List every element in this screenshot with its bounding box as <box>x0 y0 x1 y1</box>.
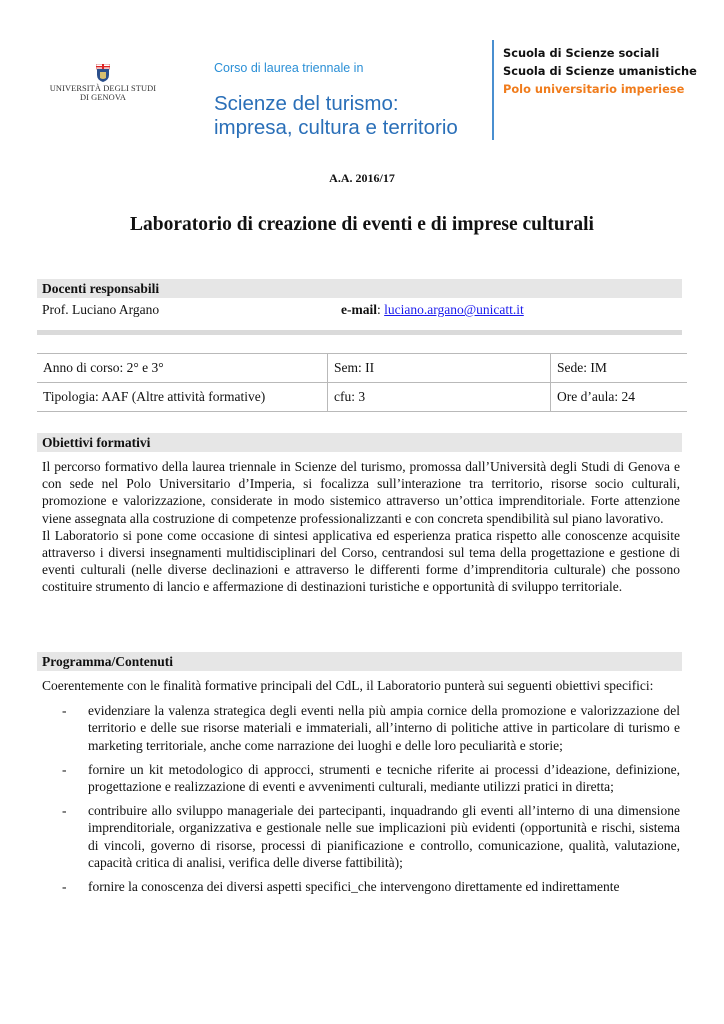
obiettivi-text <box>42 458 680 596</box>
list-item <box>42 702 680 754</box>
teacher-email: e-mail: luciano.argano@unicatt.it <box>341 302 524 317</box>
section-heading-docenti: Docenti responsabili <box>37 279 682 298</box>
academic-year: A.A. 2016/17 <box>329 171 395 185</box>
programma-text <box>42 677 680 902</box>
cell-tipologia: Tipologia: AAF (Altre attività formative) <box>37 383 328 412</box>
school-name: Scuola di Scienze umanistiche <box>503 64 697 78</box>
list-item-text: fornire la conoscenza dei diversi aspetti specifici_che intervengono direttamente ed indirettamente <box>88 879 620 895</box>
paragraph: Coerentemente con le finalità formative principali del CdL, il Laboratorio punterà sui seguenti obiettivi specifici: <box>42 678 654 693</box>
list-item <box>42 761 680 795</box>
paragraph: Il Laboratorio si pone come occasione di sintesi applicativa ed esperienza pratica rispetto alle conoscenze acquisite attraverso i diversi insegnamenti multidisciplinari del Corso, centrandosi sul tema della progettazione e gestione di eventi culturali (nelle diverse declinazioni e attraverso le differenti forme d’imprenditoria culturale) che possono costituire strumento di lancio e affermazione di destinazioni turistiche e opportunità di sviluppo territoriale. <box>42 527 680 595</box>
email-label: e-mail <box>341 302 377 317</box>
cell-anno: Anno di corso: 2° e 3° <box>37 354 328 383</box>
paragraph: Il percorso formativo della laurea triennale in Scienze del turismo, promossa dall’Università degli Studi di Genova e con sede nel Polo Universitario d’Imperia, si focalizza sull’interazione tra territorio, risorse socio culturali, promozione e valorizzazione, considerate in modo sistemico attraverso un’ottica imprenditoriale. Forte attenzione viene assegnata alla costruzione di competenze professionalizzanti e con concreta spendibilità sul piano lavorativo. <box>42 459 680 526</box>
university-logo <box>48 64 158 102</box>
polo-name: Polo universitario imperiese <box>503 82 685 96</box>
cell-sede: Sede: IM <box>551 354 688 383</box>
dash-bullet: - <box>62 803 67 819</box>
cell-ore: Ore d’aula: 24 <box>551 383 688 412</box>
table-row <box>37 383 687 412</box>
teacher-name: Prof. Luciano Argano <box>42 302 160 317</box>
section-heading-programma: Programma/Contenuti <box>37 652 682 671</box>
course-title-line: impresa, cultura e territorio <box>214 116 458 139</box>
document-title: Laboratorio di creazione di eventi e di imprese culturali <box>130 214 594 235</box>
crest-icon <box>96 64 110 82</box>
course-title-line: Scienze del turismo: <box>214 92 399 115</box>
schools-list <box>503 44 697 98</box>
cell-cfu: cfu: 3 <box>328 383 551 412</box>
dash-bullet: - <box>62 703 67 719</box>
dash-bullet: - <box>62 761 67 777</box>
university-name-line: DI GENOVA <box>79 93 127 102</box>
table-row <box>37 354 687 383</box>
email-link[interactable]: luciano.argano@unicatt.it <box>384 302 524 317</box>
cell-semestre: Sem: II <box>328 354 551 383</box>
course-title <box>214 92 458 140</box>
list-item-text: evidenziare la valenza strategica degli eventi nella più ampia cornice della promozione e valorizzazione del territorio e delle sue risorse materiali e immateriali, all’interno di politiche attive in particolare di turismo e marketing territoriale, anche come narrazione dei luoghi e delle loro peculiarità e storie; <box>88 703 680 753</box>
course-intro: Corso di laurea triennale in <box>214 61 364 75</box>
section-heading-obiettivi: Obiettivi formativi <box>37 433 682 452</box>
objectives-list <box>42 702 680 895</box>
header-divider <box>492 40 494 140</box>
course-info-table <box>37 353 687 412</box>
section-divider <box>37 330 682 335</box>
list-item <box>42 878 680 895</box>
list-item-text: contribuire allo sviluppo manageriale dei partecipanti, inquadrando gli eventi all’interno di una dimensione imprenditoriale, organizzativa e gestionale nelle sue implicazioni più evidenti (opportunità e rischi, sistema di vincoli, governo di risorse, processi di pianificazione e controllo, comunicazione, qualità, valutazione, capacità critica di analisi, verifica delle diverse fattibilità); <box>88 803 680 870</box>
university-name-line: UNIVERSITÀ DEGLI STUDI <box>49 84 157 93</box>
list-item <box>42 802 680 871</box>
list-item-text: fornire un kit metodologico di approcci, strumenti e tecniche riferite ai processi d’ideazione, definizione, progettazione e realizzazione di eventi e avvenimenti culturali, mediante utilizzi pratici in diretta; <box>88 761 680 795</box>
school-name: Scuola di Scienze sociali <box>503 46 660 60</box>
dash-bullet: - <box>62 879 67 895</box>
